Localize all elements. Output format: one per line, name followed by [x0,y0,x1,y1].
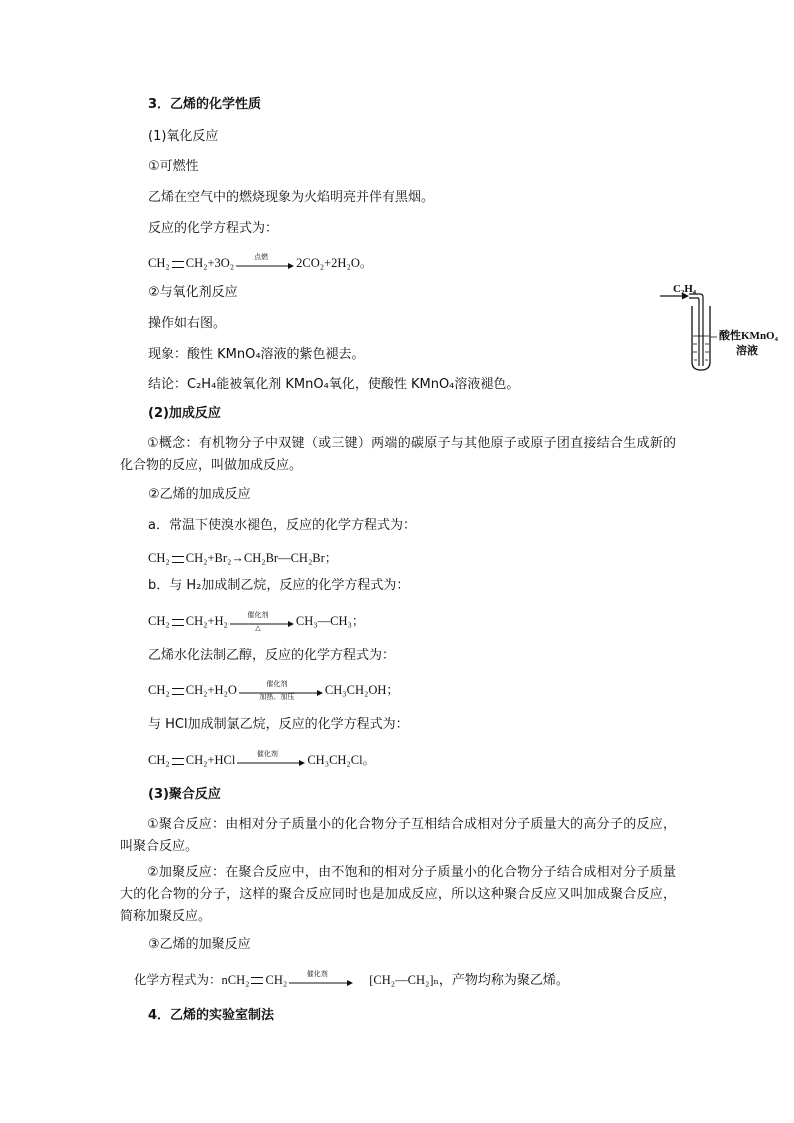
addition-title: (2)加成反应 [148,406,221,421]
reaction-arrow [230,611,294,633]
eq-mid: CH₂+H₂O [185,683,237,697]
arrow-icon [289,980,353,986]
observation-text: 现象：酸性 KMnO₄溶液的紫色褪去。 [148,347,365,362]
arrow-condition-top: 催化剂 [247,611,269,620]
eq-suffix: ，产物均称为聚乙烯。 [438,973,569,988]
combustion-equation [148,255,372,272]
solution-label-line2: 溶液 [736,345,758,357]
polymer-product: [CH₂—CH₂]ₙ [369,973,439,987]
solution-label-line1: 酸性KMnO₄ [719,330,778,342]
eq-prefix: 化学方程式为：nCH₂ [134,973,250,987]
eq-mid: CH₂+HCl [185,753,236,767]
combustibility-subtitle: ①可燃性 [148,159,199,174]
oxidant-subtitle: ②与氧化剂反应 [148,285,238,300]
double-bond-symbol [172,688,184,695]
polymerization-equation [134,969,569,989]
section-3-heading: 3．乙烯的化学性质 [148,97,262,112]
hydration-equation [148,680,399,702]
polymerization-definition: ①聚合反应：由相对分子质量小的化合物分子互相结合成相对分子质量大的高分子的反应，叫聚合反应。 [120,817,676,854]
polymerization-title: (3)聚合反应 [148,787,221,802]
eq-left: CH₂ [148,753,170,767]
reaction-arrow [236,253,294,272]
hcl-addition-text: 与 HCl加成制氯乙烷，反应的化学方程式为： [148,717,409,732]
eq-right: CH₃CH₂Cl。 [307,753,376,767]
eq-left: CH₂ [148,614,170,628]
reaction-arrow [289,969,353,989]
reaction-arrow [239,680,323,702]
double-bond-symbol [172,556,184,563]
bromine-water-text: a．常温下使溴水褪色，反应的化学方程式为： [148,518,416,533]
bromine-equation [148,550,337,566]
test-tube-apparatus [656,282,786,374]
operation-text: 操作如右图。 [148,316,227,331]
hydrogen-equation [148,611,365,633]
combustion-eq-intro: 反应的化学方程式为： [148,221,279,236]
combustion-phenomenon: 乙烯在空气中的燃烧现象为火焰明亮并伴有黑烟。 [148,190,435,205]
double-bond-symbol [172,261,184,268]
arrow-condition-top: 催化剂 [266,680,288,689]
eq-left: CH₂ [148,551,170,565]
ethylene-polymerization-subtitle: ③乙烯的加聚反应 [148,937,251,952]
arrow-condition-top: 催化剂 [306,969,328,978]
eq-right: CH₃CH₂OH； [324,683,399,697]
eq-left: CH₂ [148,256,170,270]
double-bond-symbol [172,758,184,765]
addition-concept: ①概念：有机物分子中双键（或三键）两端的碳原子与其他原子或原子团直接结合生成新的化合物的反应，叫做加成反应。 [120,436,676,473]
gas-label: C₂H₄ [673,283,697,295]
oxidation-title: (1)氧化反应 [148,129,219,144]
arrow-icon [237,760,305,766]
hydration-text: 乙烯水化法制乙醇，反应的化学方程式为： [148,648,396,663]
addition-subtitle: ②乙烯的加成反应 [148,487,251,502]
addition-polymerization-definition: ②加聚反应：在聚合反应中，由不饱和的相对分子质量小的化合物分子结合成相对分子质量大的化合物的分子，这样的聚合反应同时也是加成反应，所以这种聚合反应又叫加成聚合反应，简称加聚反应。 [120,865,676,924]
section-4-heading: 4．乙烯的实验室制法 [148,1008,275,1023]
reaction-arrow [237,750,305,769]
eq-right: CH₃—CH₃； [295,614,365,628]
arrow-condition-top: 催化剂 [256,750,278,759]
double-bond-symbol [251,977,263,984]
double-bond-symbol [172,619,184,626]
arrow-condition-bottom: △ [255,624,261,633]
hcl-equation [148,752,375,769]
eq-right: 2CO₂+2H₂O。 [296,256,373,270]
eq-mid: CH₂+H₂ [185,614,228,628]
arrow-icon [236,263,294,269]
eq-mid: CH₂ [265,973,288,987]
arrow-condition: 点燃 [254,253,269,262]
arrow-condition-bottom: 加热、加压 [259,693,295,702]
eq-left: CH₂ [148,683,170,697]
eq-right: CH₂+Br₂→CH₂Br—CH₂Br； [185,551,338,565]
hydrogen-addition-text: b．与 H₂加成制乙烷，反应的化学方程式为： [148,578,410,593]
conclusion-text: 结论：C₂H₄能被氧化剂 KMnO₄氧化，使酸性 KMnO₄溶液褪色。 [148,377,520,392]
eq-mid: CH₂+3O₂ [185,256,235,270]
